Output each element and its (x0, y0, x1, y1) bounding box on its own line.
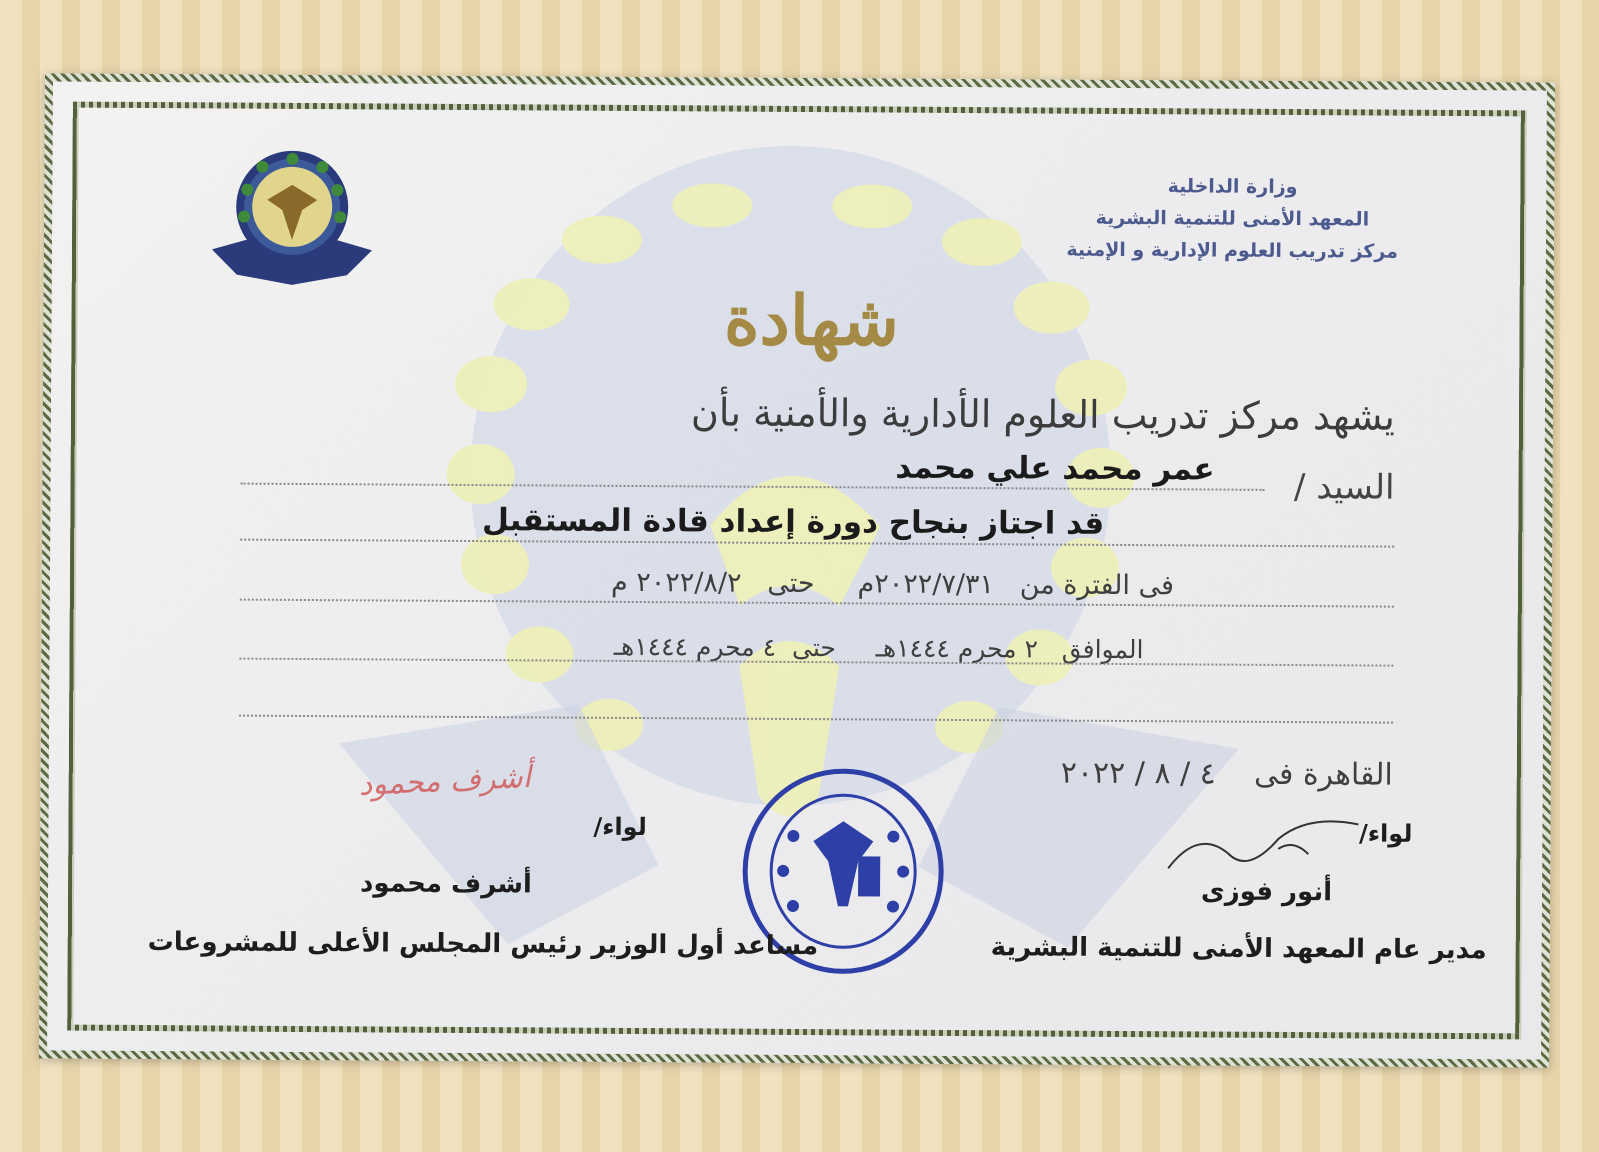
hijri-from: ٢ محرم ١٤٤٤هـ (875, 633, 1039, 664)
right-signatory-title: مدير عام المعهد الأمنى للتنمية البشرية (990, 932, 1487, 966)
intro-text: يشهد مركز تدريب العلوم الأدارية والأمنية بأن (690, 390, 1396, 439)
ministry-line-1: وزارة الداخلية (1167, 175, 1298, 199)
ministry-header (1066, 170, 1398, 268)
period-line (611, 567, 1174, 601)
period-from: ٢٠٢٢/٧/٣١م (857, 568, 995, 601)
left-signatory-name: أشرف محمود (359, 868, 532, 900)
hijri-to-label: حتى (791, 632, 836, 663)
right-signatory-rank: لواء/ (1358, 819, 1413, 848)
course-text: قد اجتاز بنجاح دورة إعداد قادة المستقبل (481, 502, 1105, 542)
left-signatory-title: مساعد أول الوزير رئيس المجلس الأعلى للمشروعات (147, 927, 819, 962)
certificate (39, 73, 1555, 1067)
handwritten-note: أشرف محمود (357, 759, 532, 803)
right-signatory-name: أنور فوزى (1200, 876, 1333, 908)
hijri-to: ٤ محرم ١٤٤٤هـ (613, 631, 777, 662)
period-from-label: فى الفترة من (1019, 569, 1175, 602)
recipient-name: عمر محمد علي محمد (895, 449, 1215, 488)
issue-line (1061, 756, 1393, 793)
issue-date: ٤ / ٨ / ٢٠٢٢ (1060, 755, 1216, 792)
certificate-title: شهادة (723, 280, 900, 362)
institute-logo (207, 144, 378, 295)
left-signatory-rank: لواء/ (593, 812, 647, 842)
ministry-line-2: المعهد الأمنى للتنمية البشرية (1095, 206, 1370, 231)
period-to-label: حتى (767, 567, 815, 600)
recipient-label: السيد / (1293, 467, 1395, 508)
ministry-line-3: مركز تدريب العلوم الإدارية و الإمنية (1066, 238, 1399, 263)
hijri-label: الموافق (1061, 634, 1144, 665)
issue-place: القاهرة فى (1253, 756, 1393, 793)
period-to: ٢٠٢٢/٨/٢ م (610, 566, 742, 599)
hijri-line (614, 632, 1144, 664)
